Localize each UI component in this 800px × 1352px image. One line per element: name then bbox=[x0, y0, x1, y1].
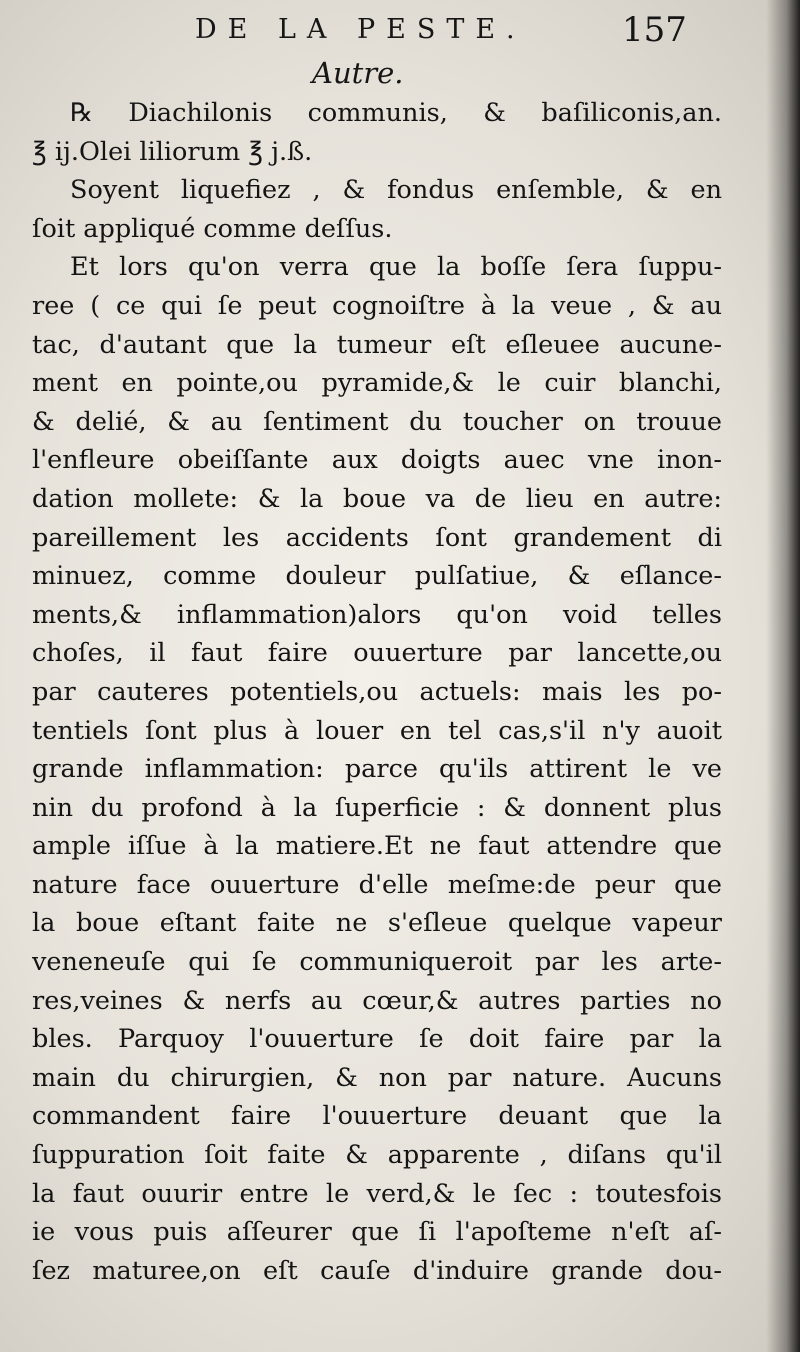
text-line: Soyent liquefiez , & fondus enſemble, & en bbox=[70, 175, 722, 206]
text-line: dation mollete: & la boue va de lieu en autre: bbox=[32, 483, 722, 514]
text-line: choſes, il faut faire ouuerture par lancette,ou bbox=[32, 638, 722, 669]
running-title: DE LA PESTE. bbox=[195, 14, 526, 45]
text-line: pareillement les accidents ſont grandement di bbox=[32, 522, 722, 553]
text-line: ℥ ij.Olei liliorum ℥ j.ß. bbox=[32, 136, 313, 167]
text-line: ample iſſue à la matiere.Et ne faut attendre que bbox=[32, 831, 722, 862]
text-line: res,veines & nerfs au cœur,& autres parties no bbox=[32, 985, 722, 1016]
text-line: & delié, & au ſentiment du toucher on trouue bbox=[32, 406, 722, 437]
text-line: l'enfleure obeiſſante aux doigts auec vne inon- bbox=[32, 445, 722, 476]
page-number: 157 bbox=[622, 10, 687, 50]
section-heading: Autre. bbox=[312, 56, 404, 90]
text-line: ſoit appliqué comme deſſus. bbox=[32, 213, 393, 244]
text-line: ree ( ce qui ſe peut cognoiſtre à la veue , & au bbox=[32, 290, 722, 321]
text-line: bles. Parquoy l'ouuerture ſe doit faire par la bbox=[32, 1024, 722, 1055]
text-line: main du chirurgien, & non par nature. Aucuns bbox=[32, 1062, 722, 1093]
text-line: tentiels ſont plus à louer en tel cas,s'il n'y auoit bbox=[32, 715, 722, 746]
text-line: nature face ouuerture d'elle meſme:de peur que bbox=[32, 869, 722, 900]
binding-shadow bbox=[766, 0, 800, 1352]
text-line: ℞ Diachilonis communis, & baſiliconis,an. bbox=[70, 98, 722, 128]
text-line: par cauteres potentiels,ou actuels: mais les po- bbox=[32, 676, 722, 707]
text-line: ie vous puis aſſeurer que ſi l'apoſteme n'eſt aſ- bbox=[32, 1217, 722, 1248]
text-line: la boue eſtant faite ne s'eſleue quelque vapeur bbox=[32, 908, 722, 939]
text-line: ſuppuration ſoit faite & apparente , diſans qu'il bbox=[32, 1140, 722, 1171]
text-line: Et lors qu'on verra que la boſſe ſera ſuppu- bbox=[70, 252, 722, 283]
text-line: veneneuſe qui ſe communiqueroit par les arte- bbox=[32, 947, 722, 978]
text-line: la faut ouurir entre le verd,& le ſec : toutesfois bbox=[32, 1178, 722, 1209]
text-line: ment en pointe,ou pyramide,& le cuir blanchi, bbox=[32, 368, 722, 399]
text-line: nin du profond à la ſuperficie : & donnent plus bbox=[32, 792, 722, 823]
text-line: minuez, comme douleur pulſatiue, & eſlance- bbox=[32, 561, 722, 592]
text-line: commandent faire l'ouuerture deuant que la bbox=[32, 1101, 722, 1132]
text-line: grande inflammation: parce qu'ils attirent le ve bbox=[32, 754, 722, 785]
text-line: ments,& inflammation)alors qu'on void telles bbox=[32, 599, 722, 630]
body-text bbox=[32, 94, 722, 1290]
text-line: tac, d'autant que la tumeur eſt eſleuee aucune- bbox=[32, 329, 722, 360]
text-line: ſez maturee,on eſt cauſe d'induire grande dou- bbox=[32, 1255, 722, 1286]
